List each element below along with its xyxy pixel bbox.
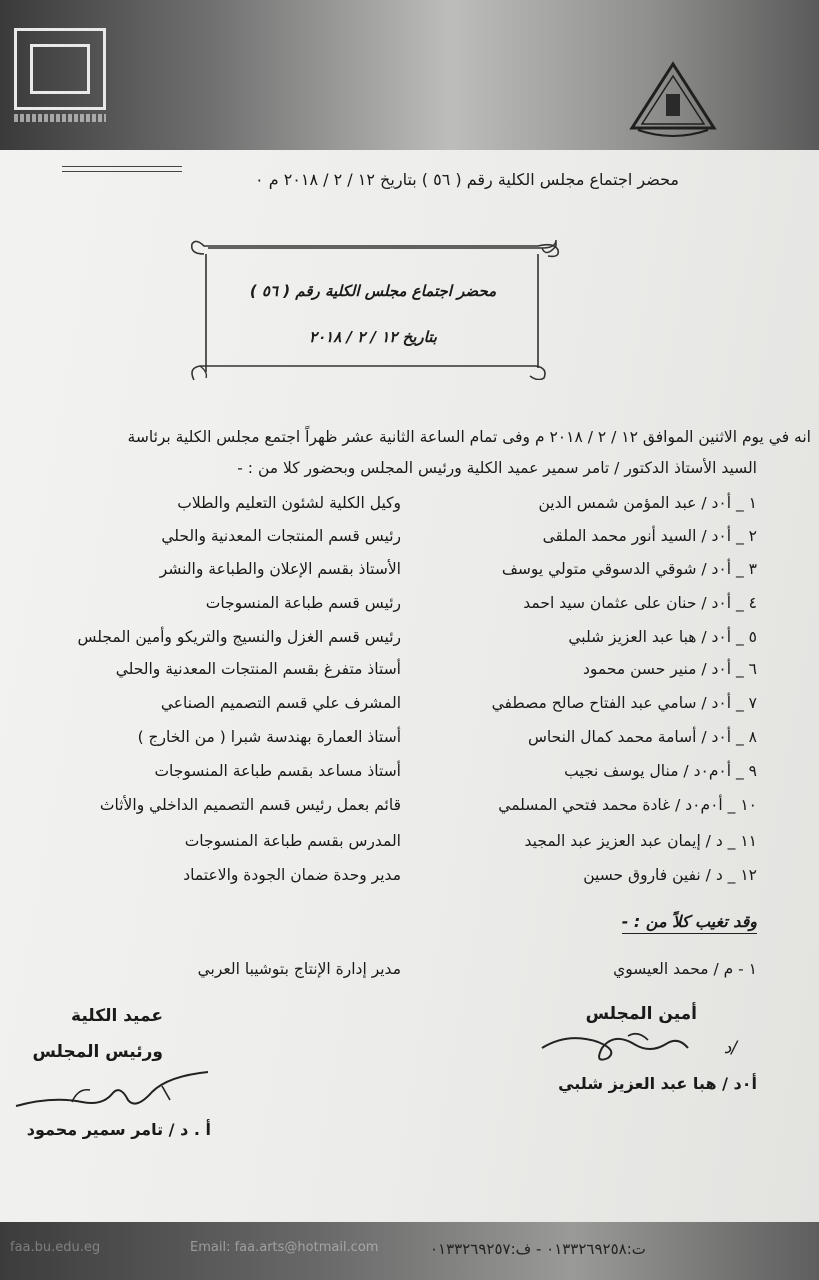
attendee-role: أستاذ العمارة بهندسة شبرا ( من الخارج ) xyxy=(137,728,401,746)
attendee-role: أستاذ متفرغ بقسم المنتجات المعدنية والحلي xyxy=(115,660,401,678)
scroll-banner xyxy=(186,240,560,380)
dean-signature xyxy=(12,1066,212,1116)
attendee-name: ٤ _ أ٠د / حنان على عثمان سيد احمد xyxy=(523,594,757,612)
attendee-name: ١٠ _ أ٠م٠د / غادة محمد فتحي المسلمي xyxy=(498,796,757,814)
attendee-name: ١١ _ د / إيمان عبد العزيز عبد المجيد xyxy=(524,832,757,850)
attendee-row xyxy=(0,832,819,858)
attendee-name: ٣ _ أ٠د / شوقي الدسوقي متولي يوسف xyxy=(501,560,757,578)
heading-rule-top xyxy=(62,166,182,167)
attendee-row xyxy=(0,796,819,822)
dean-name: أ . د / تامر سمير محمود xyxy=(26,1120,211,1139)
dean-subtitle: ورئيس المجلس xyxy=(32,1042,163,1062)
secretary-mark: /د xyxy=(723,1038,737,1058)
attendee-role: الأستاذ بقسم الإعلان والطباعة والنشر xyxy=(159,560,401,578)
absent-role: مدير إدارة الإنتاج بتوشيبا العربي xyxy=(197,960,401,978)
minutes-heading: محضر اجتماع مجلس الكلية رقم ( ٥٦ ) بتاريخ ١٢ / ٢ / ٢٠١٨ م ٠ xyxy=(255,170,679,189)
absent-name: ١ - م / محمد العيسوي xyxy=(613,960,757,978)
secretary-title: أمين المجلس xyxy=(585,1004,697,1024)
footer-email: Email: faa.arts@hotmail.com xyxy=(190,1240,379,1255)
attendee-name: ١ _ أ٠د / عبد المؤمن شمس الدين xyxy=(538,494,757,512)
attendee-name: ٨ _ أ٠د / أسامة محمد كمال النحاس xyxy=(527,728,757,746)
attendee-row xyxy=(0,594,819,620)
attendee-name: ٧ _ أ٠د / سامي عبد الفتاح صالح مصطفي xyxy=(491,694,757,712)
intro-line-1: انه في يوم الاثنين الموافق ١٢ / ٢ / ٢٠١٨ م وفى تمام الساعة الثانية عشر ظهراً اجتمع مجلس الكلية برئاسة xyxy=(127,428,811,446)
banner-title: محضر اجتماع مجلس الكلية رقم ( ٥٦ ) xyxy=(249,282,497,300)
attendee-name: ١٢ _ د / نفين فاروق حسين xyxy=(583,866,757,884)
attendee-row xyxy=(0,628,819,654)
attendee-row xyxy=(0,866,819,892)
attendee-row xyxy=(0,560,819,586)
attendee-role: قائم بعمل رئيس قسم التصميم الداخلي والأثاث xyxy=(99,796,401,814)
attendee-name: ٩ _ أ٠م٠د / منال يوسف نجيب xyxy=(564,762,757,780)
attendee-role: رئيس قسم المنتجات المعدنية والحلي xyxy=(161,527,401,545)
dean-title: عميد الكلية xyxy=(71,1006,163,1026)
attendee-name: ٦ _ أ٠د / منير حسن محمود xyxy=(582,660,757,678)
faculty-logo-caption xyxy=(14,114,106,122)
footer-contact: ت:٠١٣٣٢٦٩٢٥٨ - ف:٠١٣٣٢٦٩٢٥٧ xyxy=(430,1240,646,1258)
university-seal-icon xyxy=(626,60,720,138)
absent-heading: وقد تغيب كلاً من : - xyxy=(622,912,757,934)
intro-line-2: السيد الأستاذ الدكتور / تامر سمير عميد الكلية ورئيس المجلس وبحضور كلا من : - xyxy=(237,459,757,477)
attendee-role: أستاذ مساعد بقسم طباعة المنسوجات xyxy=(154,762,401,780)
attendee-role: مدير وحدة ضمان الجودة والاعتماد xyxy=(183,866,401,884)
attendee-row xyxy=(0,494,819,520)
faculty-logo-icon xyxy=(14,28,106,110)
secretary-name: أ٠د / هبا عبد العزيز شلبي xyxy=(558,1074,757,1093)
footer-web: faa.bu.edu.eg xyxy=(10,1240,101,1255)
letterhead-footer xyxy=(0,1222,819,1280)
attendee-row xyxy=(0,660,819,686)
absent-row xyxy=(0,960,819,986)
attendee-role: رئيس قسم الغزل والنسيج والتريكو وأمين المجلس xyxy=(77,628,401,646)
attendee-name: ٢ _ أ٠د / السيد أنور محمد الملقى xyxy=(542,527,757,545)
banner-date: بتاريخ ١٢ / ٢ / ٢٠١٨ xyxy=(309,328,437,346)
attendee-role: المشرف علي قسم التصميم الصناعي xyxy=(160,694,401,712)
attendee-role: المدرس بقسم طباعة المنسوجات xyxy=(184,832,401,850)
attendee-row xyxy=(0,527,819,553)
attendee-row xyxy=(0,694,819,720)
attendee-name: ٥ _ أ٠د / هبا عبد العزيز شلبي xyxy=(568,628,757,646)
secretary-signature xyxy=(538,1026,698,1066)
attendee-role: رئيس قسم طباعة المنسوجات xyxy=(205,594,401,612)
attendee-role: وكيل الكلية لشئون التعليم والطلاب xyxy=(177,494,401,512)
attendee-row xyxy=(0,762,819,788)
attendee-row xyxy=(0,728,819,754)
